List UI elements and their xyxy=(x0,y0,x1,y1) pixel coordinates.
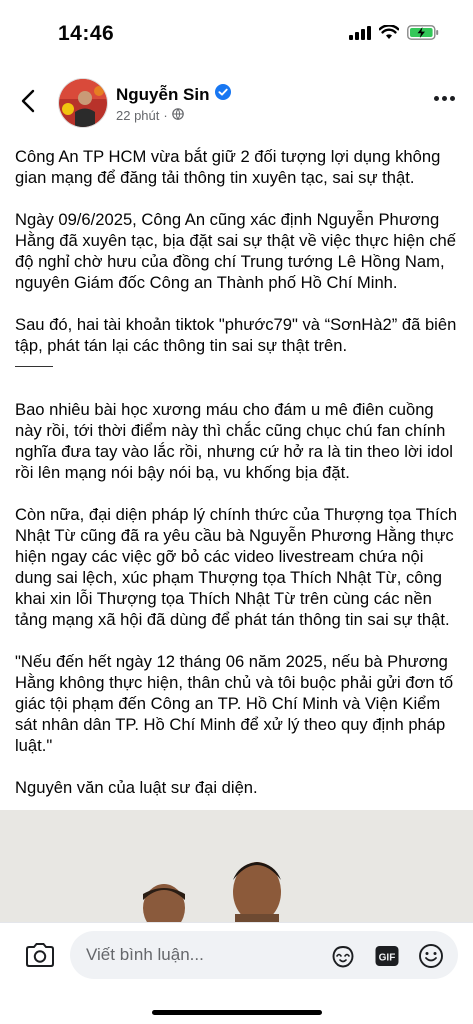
author-name-label: Nguyễn Sin xyxy=(116,84,210,104)
status-bar xyxy=(0,0,473,66)
verified-badge-icon xyxy=(215,84,231,105)
status-icons xyxy=(349,25,439,45)
post-paragraph: Bao nhiêu bài học xương máu cho đám u mê điên cuồng này rồi, tới thời điểm này thì chắc cũng chục chú fan chính nghĩa đưa tay vào lắc rồi, nhưng cứ hở ra là tin theo lời idol rồi lên mạng nói bậy nói bạ, vu khống bịa đặt. xyxy=(15,400,453,482)
post-text xyxy=(15,146,460,819)
back-button[interactable] xyxy=(14,88,42,118)
post-header xyxy=(0,72,473,136)
post-paragraph: Ngày 09/6/2025, Công An cũng xác định Nguyễn Phương Hằng đã xuyên tạc, bịa đặt sai sự thật về việc thực hiện chế độ nghỉ chờ hưu của đồng chí Trung tướng Lê Hồng Nam, nguyên Giám đốc Công an Thành phố Hồ Chí Minh. xyxy=(15,210,456,292)
post-paragraph: Nguyên văn của luật sư đại diện. xyxy=(15,778,258,797)
post-paragraph: Công An TP HCM vừa bắt giữ 2 đối tượng lợi dụng không gian mạng để đăng tải thông tin xuyên tạc, sai sự thật. xyxy=(15,147,441,187)
more-options-button[interactable] xyxy=(434,96,455,101)
camera-button[interactable] xyxy=(24,941,56,971)
status-time: 14:46 xyxy=(58,22,115,45)
avatar[interactable] xyxy=(58,78,108,128)
author-name[interactable] xyxy=(116,84,231,105)
post-photo[interactable] xyxy=(0,810,473,922)
post-paragraph: "Nếu đến hết ngày 12 tháng 06 năm 2025, nếu bà Phương Hằng không thực hiện, thân chủ và tôi buộc phải gửi đơn tố giác tội phạm đến Công an TP. Hồ Chí Minh và Viện Kiểm sát nhân dân TP. Hồ Chí Minh để xử lý theo quy định pháp luật." xyxy=(15,652,454,755)
post-paragraph: Còn nữa, đại diện pháp lý chính thức của Thượng tọa Thích Nhật Từ cũng đã ra yêu cầu bà Nguyễn Phương Hằng thực hiện ngay các việc gỡ bỏ các video livestream chứa nội dung sai lệch, xúc phạm Thượng tọa Thích Nhật Từ, công khai xin lỗi Thượng tọa Thích Nhật Từ trên cùng các nền tảng mạng xã hội đã dùng để phát tán thông tin sai sự thật. xyxy=(15,505,458,629)
meta-separator: · xyxy=(163,108,168,123)
text-divider xyxy=(15,366,53,367)
svg-text:GIF: GIF xyxy=(378,952,396,964)
avatar-sticker-icon[interactable] xyxy=(330,943,356,969)
more-horizontal-icon xyxy=(434,96,455,101)
comment-input[interactable] xyxy=(70,931,458,979)
post-paragraph: Sau đó, hai tài khoản tiktok "phước79" và “SơnHà2” đã biên tập, phát tán lại các thông tin sai sự thật trên. xyxy=(15,315,457,355)
camera-icon xyxy=(24,956,56,973)
post-meta xyxy=(116,108,184,123)
chevron-left-icon xyxy=(21,89,35,118)
gif-icon[interactable] xyxy=(374,943,400,969)
comment-placeholder: Viết bình luận... xyxy=(86,945,204,964)
wifi-icon xyxy=(379,25,399,45)
post-time[interactable]: 22 phút xyxy=(116,108,160,123)
battery-charging-icon xyxy=(407,25,439,45)
cellular-signal-icon xyxy=(349,26,371,45)
comment-bar xyxy=(0,922,473,1024)
globe-icon xyxy=(172,108,184,123)
emoji-icon[interactable] xyxy=(418,943,444,969)
home-indicator xyxy=(152,1010,322,1015)
